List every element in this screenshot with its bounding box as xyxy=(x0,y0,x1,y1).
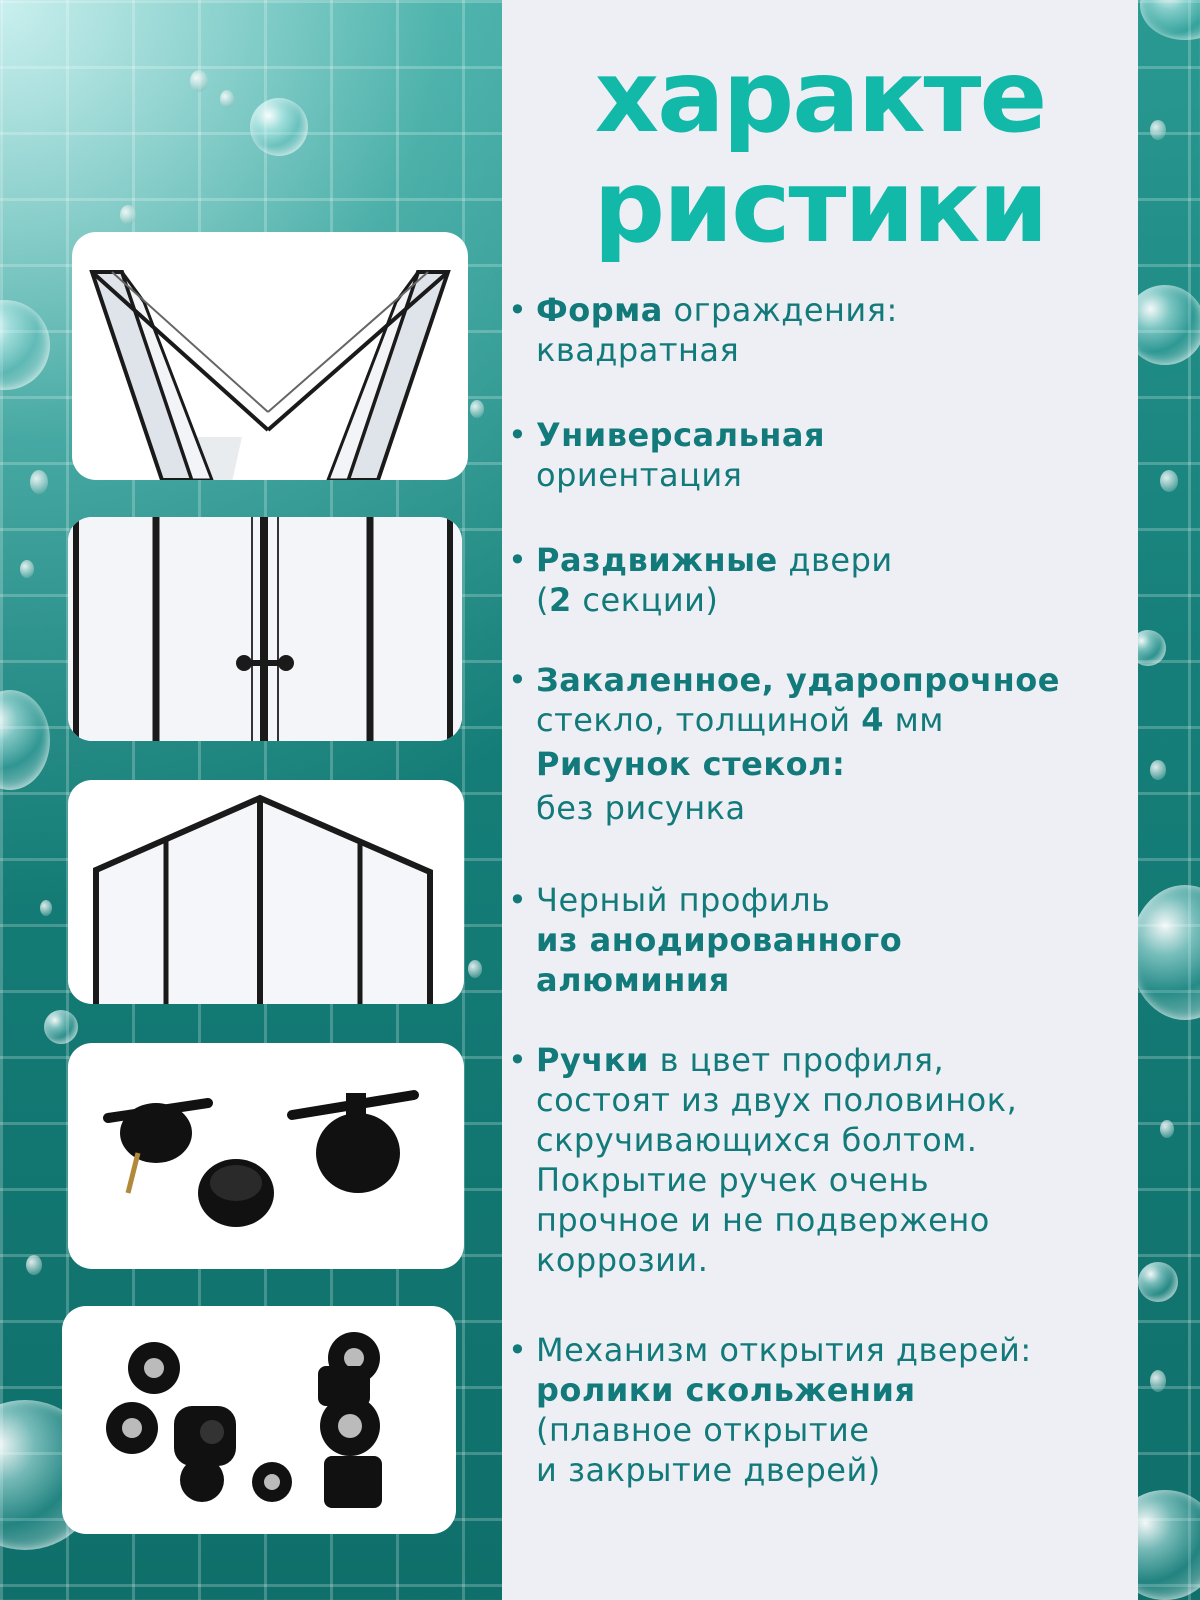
feature-line xyxy=(516,1370,1126,1410)
feature-line xyxy=(516,1120,1126,1160)
water-drop-decoration xyxy=(1160,470,1178,492)
feature-text: стекло, толщиной xyxy=(536,701,862,739)
feature-text-bold: Форма xyxy=(536,291,663,329)
water-drop-decoration xyxy=(1150,120,1166,140)
feature-text-bold: Рисунок стекол: xyxy=(536,745,846,783)
feature-line xyxy=(516,660,1126,700)
feature-text: ( xyxy=(536,581,549,619)
feature-item xyxy=(508,540,1126,620)
water-drop-decoration xyxy=(20,560,34,578)
bubble-decoration xyxy=(1138,1262,1178,1302)
bullet-icon: • xyxy=(508,291,528,329)
water-drop-decoration xyxy=(190,70,208,92)
water-drop-decoration xyxy=(30,470,48,494)
feature-text: и закрытие дверей) xyxy=(536,1451,881,1489)
feature-text-bold: 2 xyxy=(548,581,572,619)
title-line: ристики xyxy=(593,148,1047,265)
water-drop-decoration xyxy=(26,1255,42,1275)
feature-line xyxy=(516,744,1126,784)
feature-text: Покрытие ручек очень xyxy=(536,1161,930,1199)
feature-text: в цвет профиля, xyxy=(648,1041,945,1079)
water-drop-decoration xyxy=(1150,1370,1166,1392)
feature-text-bold: из анодированного xyxy=(536,921,903,959)
feature-line xyxy=(516,1080,1126,1120)
feature-text: Механизм открытия дверей: xyxy=(536,1331,1032,1369)
feature-text: ориентация xyxy=(536,456,743,494)
page-title xyxy=(502,38,1138,265)
bubble-decoration xyxy=(1140,0,1200,40)
feature-line xyxy=(516,1330,1126,1370)
feature-line xyxy=(516,700,1126,740)
feature-line xyxy=(516,788,1126,828)
feature-text: секции) xyxy=(571,581,719,619)
feature-item xyxy=(508,415,1126,495)
feature-text: коррозии. xyxy=(536,1241,709,1279)
water-drop-decoration xyxy=(470,400,484,418)
door-handles-image xyxy=(68,1043,464,1269)
feature-line xyxy=(516,290,1126,330)
feature-text-bold: Ручки xyxy=(536,1041,649,1079)
water-drop-decoration xyxy=(40,900,52,916)
bubble-decoration xyxy=(44,1010,78,1044)
feature-text: квадратная xyxy=(536,331,740,369)
feature-text: (плавное открытие xyxy=(536,1411,870,1449)
sliding-rollers-image xyxy=(62,1306,456,1534)
feature-line xyxy=(516,540,1126,580)
feature-line xyxy=(516,330,1126,370)
feature-line xyxy=(516,1040,1126,1080)
feature-text: мм xyxy=(883,701,944,739)
feature-line xyxy=(516,1410,1126,1450)
water-drop-decoration xyxy=(120,205,136,225)
bullet-icon: • xyxy=(508,541,528,579)
feature-line xyxy=(516,920,1126,960)
feature-text: без рисунка xyxy=(536,789,746,827)
feature-line xyxy=(516,1160,1126,1200)
feature-line xyxy=(516,880,1126,920)
bullet-icon: • xyxy=(508,661,528,699)
feature-line xyxy=(516,580,1126,620)
water-drop-decoration xyxy=(1160,1120,1174,1138)
feature-line xyxy=(516,1200,1126,1240)
shower-top-view-image xyxy=(72,232,468,480)
feature-item xyxy=(508,660,1126,828)
bullet-icon: • xyxy=(508,416,528,454)
feature-line xyxy=(516,1450,1126,1490)
feature-text: скручивающихся болтом. xyxy=(536,1121,978,1159)
feature-text: двери xyxy=(777,541,893,579)
feature-text: прочное и не подвержено xyxy=(536,1201,990,1239)
corner-frame-image xyxy=(68,780,464,1004)
feature-text: состоят из двух половинок, xyxy=(536,1081,1018,1119)
sliding-doors-front-image xyxy=(68,517,462,741)
feature-text-bold: Закаленное, ударопрочное xyxy=(536,661,1060,699)
feature-text: Черный профиль xyxy=(536,881,831,919)
bubble-decoration xyxy=(250,98,308,156)
feature-item xyxy=(508,1040,1126,1280)
feature-item xyxy=(508,1330,1126,1490)
bubble-decoration xyxy=(1130,885,1200,1020)
bullet-icon: • xyxy=(508,1041,528,1079)
feature-text-bold: Универсальная xyxy=(536,416,826,454)
feature-line xyxy=(516,960,1126,1000)
water-drop-decoration xyxy=(1150,760,1166,780)
bubble-decoration xyxy=(0,690,50,790)
feature-line xyxy=(516,455,1126,495)
feature-item xyxy=(508,290,1126,370)
characteristics-panel xyxy=(502,0,1138,1600)
bubble-decoration xyxy=(0,300,50,390)
feature-text-bold: Раздвижные xyxy=(536,541,778,579)
feature-item xyxy=(508,880,1126,1000)
feature-text-bold: ролики скольжения xyxy=(536,1371,916,1409)
feature-text: ограждения: xyxy=(662,291,898,329)
feature-text-bold: 4 xyxy=(861,701,884,739)
bullet-icon: • xyxy=(508,1331,528,1369)
water-drop-decoration xyxy=(468,960,482,978)
feature-line xyxy=(516,1240,1126,1280)
water-drop-decoration xyxy=(220,90,234,108)
bullet-icon: • xyxy=(508,881,528,919)
feature-text-bold: алюминия xyxy=(536,961,730,999)
title-line: характе xyxy=(594,38,1046,155)
feature-line xyxy=(516,415,1126,455)
